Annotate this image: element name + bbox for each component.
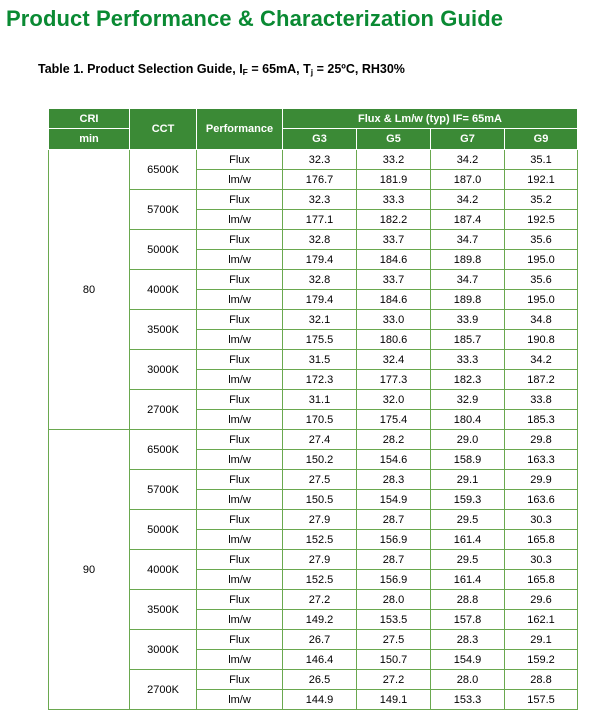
flux-value-cell: 29.6 [505,590,578,610]
efficacy-value-cell: 175.4 [357,410,431,430]
efficacy-value-cell: 181.9 [357,170,431,190]
metric-flux-label: Flux [197,190,283,210]
flux-value-cell: 27.5 [357,630,431,650]
cct-cell: 3000K [130,350,197,390]
flux-value-cell: 30.3 [505,550,578,570]
flux-value-cell: 32.3 [283,190,357,210]
cct-cell: 4000K [130,270,197,310]
metric-flux-label: Flux [197,230,283,250]
flux-value-cell: 34.8 [505,310,578,330]
metric-efficacy-label: lm/w [197,250,283,270]
efficacy-value-cell: 159.3 [431,490,505,510]
flux-value-cell: 32.1 [283,310,357,330]
metric-efficacy-label: lm/w [197,290,283,310]
header-cct: CCT [130,109,197,150]
efficacy-value-cell: 175.5 [283,330,357,350]
efficacy-value-cell: 172.3 [283,370,357,390]
flux-value-cell: 27.5 [283,470,357,490]
flux-value-cell: 32.8 [283,230,357,250]
efficacy-value-cell: 158.9 [431,450,505,470]
cct-cell: 3500K [130,310,197,350]
efficacy-value-cell: 152.5 [283,570,357,590]
metric-efficacy-label: lm/w [197,530,283,550]
efficacy-value-cell: 180.6 [357,330,431,350]
metric-flux-label: Flux [197,310,283,330]
efficacy-value-cell: 192.1 [505,170,578,190]
flux-value-cell: 29.1 [431,470,505,490]
metric-efficacy-label: lm/w [197,330,283,350]
metric-efficacy-label: lm/w [197,610,283,630]
efficacy-value-cell: 179.4 [283,250,357,270]
flux-value-cell: 34.7 [431,230,505,250]
efficacy-value-cell: 162.1 [505,610,578,630]
metric-efficacy-label: lm/w [197,410,283,430]
metric-flux-label: Flux [197,270,283,290]
metric-efficacy-label: lm/w [197,450,283,470]
efficacy-value-cell: 189.8 [431,250,505,270]
efficacy-value-cell: 179.4 [283,290,357,310]
flux-value-cell: 35.6 [505,270,578,290]
flux-value-cell: 30.3 [505,510,578,530]
efficacy-value-cell: 185.3 [505,410,578,430]
flux-value-cell: 33.7 [357,270,431,290]
header-cri: CRI [49,109,130,129]
metric-flux-label: Flux [197,550,283,570]
cct-cell: 5700K [130,190,197,230]
table-row [49,430,578,450]
flux-value-cell: 27.4 [283,430,357,450]
efficacy-value-cell: 154.6 [357,450,431,470]
flux-value-cell: 32.4 [357,350,431,370]
caption-mid: = 65mA, T [247,62,311,76]
page-title: Product Performance & Characterization Guide [6,6,504,31]
flux-value-cell: 33.0 [357,310,431,330]
flux-value-cell: 28.2 [357,430,431,450]
efficacy-value-cell: 182.3 [431,370,505,390]
flux-value-cell: 29.9 [505,470,578,490]
efficacy-value-cell: 177.1 [283,210,357,230]
efficacy-value-cell: 156.9 [357,570,431,590]
header-flux-group: Flux & Lm/w (typ) IF= 65mA [283,109,578,129]
flux-value-cell: 31.5 [283,350,357,370]
cct-cell: 5000K [130,230,197,270]
flux-value-cell: 26.7 [283,630,357,650]
flux-value-cell: 35.6 [505,230,578,250]
metric-efficacy-label: lm/w [197,570,283,590]
cct-cell: 4000K [130,550,197,590]
flux-value-cell: 32.9 [431,390,505,410]
flux-value-cell: 28.3 [431,630,505,650]
efficacy-value-cell: 163.6 [505,490,578,510]
caption-if-subscript: F [242,67,248,77]
caption-suffix: = 25ºC, RH30% [313,62,405,76]
caption-tj-subscript: j [310,67,314,77]
flux-value-cell: 32.8 [283,270,357,290]
metric-efficacy-label: lm/w [197,170,283,190]
header-bin-g3: G3 [283,129,357,150]
flux-value-cell: 33.2 [357,150,431,170]
efficacy-value-cell: 182.2 [357,210,431,230]
cri-value-cell: 80 [49,150,130,430]
flux-value-cell: 27.2 [283,590,357,610]
efficacy-value-cell: 177.3 [357,370,431,390]
metric-flux-label: Flux [197,350,283,370]
cct-cell: 6500K [130,150,197,190]
product-selection-table [48,108,578,710]
efficacy-value-cell: 187.0 [431,170,505,190]
efficacy-value-cell: 165.8 [505,530,578,550]
table-header [49,109,578,150]
efficacy-value-cell: 153.3 [431,690,505,710]
efficacy-value-cell: 184.6 [357,250,431,270]
metric-efficacy-label: lm/w [197,490,283,510]
efficacy-value-cell: 154.9 [431,650,505,670]
metric-flux-label: Flux [197,590,283,610]
header-bin-g7: G7 [431,129,505,150]
efficacy-value-cell: 185.7 [431,330,505,350]
efficacy-value-cell: 144.9 [283,690,357,710]
flux-value-cell: 29.1 [505,630,578,650]
header-cri-min: min [49,129,130,150]
flux-value-cell: 28.0 [357,590,431,610]
flux-value-cell: 34.2 [431,150,505,170]
efficacy-value-cell: 189.8 [431,290,505,310]
flux-value-cell: 33.3 [431,350,505,370]
header-bin-g9: G9 [505,129,578,150]
flux-value-cell: 31.1 [283,390,357,410]
cct-cell: 5700K [130,470,197,510]
flux-value-cell: 29.8 [505,430,578,450]
cct-cell: 3500K [130,590,197,630]
header-performance: Performance [197,109,283,150]
efficacy-value-cell: 156.9 [357,530,431,550]
efficacy-value-cell: 187.2 [505,370,578,390]
efficacy-value-cell: 152.5 [283,530,357,550]
efficacy-value-cell: 161.4 [431,530,505,550]
flux-value-cell: 34.2 [505,350,578,370]
efficacy-value-cell: 180.4 [431,410,505,430]
efficacy-value-cell: 184.6 [357,290,431,310]
flux-value-cell: 27.2 [357,670,431,690]
efficacy-value-cell: 157.5 [505,690,578,710]
cri-value-cell: 90 [49,430,130,710]
flux-value-cell: 33.8 [505,390,578,410]
flux-value-cell: 29.5 [431,510,505,530]
efficacy-value-cell: 195.0 [505,290,578,310]
table-body [49,150,578,710]
flux-value-cell: 28.3 [357,470,431,490]
efficacy-value-cell: 170.5 [283,410,357,430]
efficacy-value-cell: 161.4 [431,570,505,590]
flux-value-cell: 33.7 [357,230,431,250]
metric-flux-label: Flux [197,510,283,530]
table-caption [38,62,405,77]
metric-flux-label: Flux [197,630,283,650]
flux-value-cell: 32.3 [283,150,357,170]
efficacy-value-cell: 176.7 [283,170,357,190]
cct-cell: 2700K [130,390,197,430]
flux-value-cell: 34.2 [431,190,505,210]
metric-flux-label: Flux [197,150,283,170]
metric-efficacy-label: lm/w [197,210,283,230]
flux-value-cell: 33.3 [357,190,431,210]
flux-value-cell: 28.7 [357,510,431,530]
efficacy-value-cell: 150.7 [357,650,431,670]
efficacy-value-cell: 150.5 [283,490,357,510]
metric-flux-label: Flux [197,470,283,490]
flux-value-cell: 26.5 [283,670,357,690]
flux-value-cell: 27.9 [283,510,357,530]
efficacy-value-cell: 187.4 [431,210,505,230]
cct-cell: 6500K [130,430,197,470]
efficacy-value-cell: 195.0 [505,250,578,270]
flux-value-cell: 35.2 [505,190,578,210]
flux-value-cell: 27.9 [283,550,357,570]
flux-value-cell: 29.5 [431,550,505,570]
metric-efficacy-label: lm/w [197,690,283,710]
flux-value-cell: 29.0 [431,430,505,450]
efficacy-value-cell: 192.5 [505,210,578,230]
cct-cell: 3000K [130,630,197,670]
caption-prefix: Table 1. Product Selection Guide, I [38,62,243,76]
metric-flux-label: Flux [197,390,283,410]
metric-efficacy-label: lm/w [197,650,283,670]
flux-value-cell: 28.8 [431,590,505,610]
header-bin-g5: G5 [357,129,431,150]
efficacy-value-cell: 150.2 [283,450,357,470]
efficacy-value-cell: 153.5 [357,610,431,630]
efficacy-value-cell: 165.8 [505,570,578,590]
efficacy-value-cell: 154.9 [357,490,431,510]
efficacy-value-cell: 149.2 [283,610,357,630]
metric-efficacy-label: lm/w [197,370,283,390]
cct-cell: 2700K [130,670,197,710]
efficacy-value-cell: 157.8 [431,610,505,630]
table-row [49,150,578,170]
flux-value-cell: 28.7 [357,550,431,570]
efficacy-value-cell: 190.8 [505,330,578,350]
metric-flux-label: Flux [197,430,283,450]
flux-value-cell: 35.1 [505,150,578,170]
flux-value-cell: 32.0 [357,390,431,410]
efficacy-value-cell: 159.2 [505,650,578,670]
efficacy-value-cell: 149.1 [357,690,431,710]
efficacy-value-cell: 163.3 [505,450,578,470]
cct-cell: 5000K [130,510,197,550]
flux-value-cell: 28.8 [505,670,578,690]
flux-value-cell: 33.9 [431,310,505,330]
metric-flux-label: Flux [197,670,283,690]
flux-value-cell: 34.7 [431,270,505,290]
efficacy-value-cell: 146.4 [283,650,357,670]
flux-value-cell: 28.0 [431,670,505,690]
